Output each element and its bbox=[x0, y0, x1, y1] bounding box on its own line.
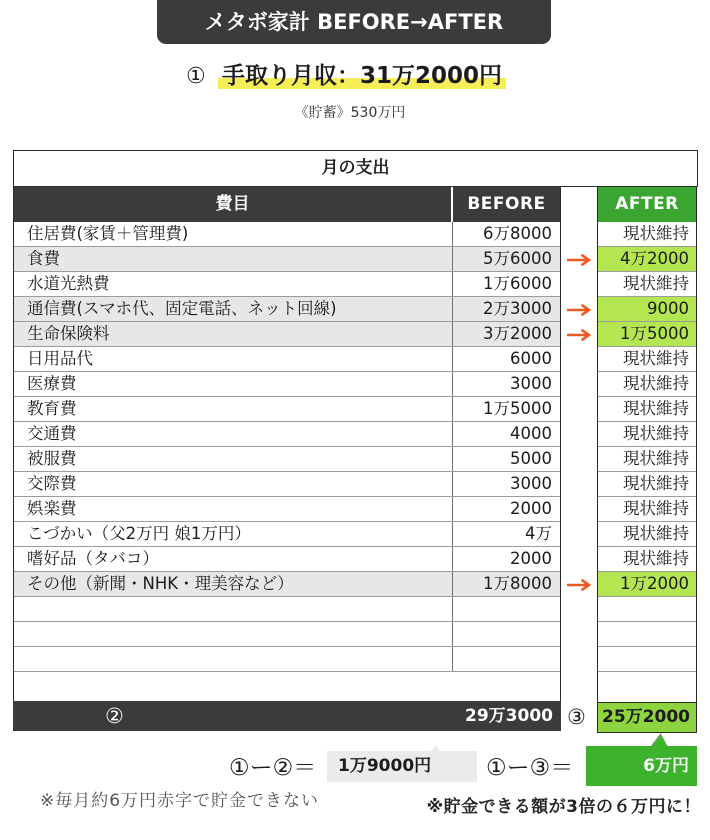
expense-row bbox=[14, 522, 560, 547]
before-amount-cell: 1万5000 bbox=[483, 399, 552, 418]
after-row bbox=[598, 372, 696, 397]
expense-row bbox=[14, 222, 560, 247]
total-after-marker: ③ bbox=[567, 705, 586, 729]
column-header-before: BEFORE bbox=[453, 187, 560, 222]
expense-row bbox=[14, 447, 560, 472]
after-row bbox=[598, 397, 696, 422]
result-before-box bbox=[327, 751, 477, 782]
expense-row bbox=[14, 247, 560, 272]
expense-item-cell: 娯楽費 bbox=[14, 497, 453, 521]
empty-row bbox=[14, 647, 560, 672]
empty-after-row bbox=[598, 622, 696, 647]
after-amount-cell: 現状維持 bbox=[623, 349, 689, 368]
arrow-slot bbox=[561, 272, 597, 297]
title-banner bbox=[157, 0, 551, 44]
income-marker: ① bbox=[186, 64, 206, 89]
arrow-slot bbox=[561, 247, 597, 272]
expense-item-cell: 住居費(家賃＋管理費) bbox=[14, 222, 453, 246]
before-amount-cell: 2万3000 bbox=[483, 299, 552, 318]
after-amount-cell: 現状維持 bbox=[623, 524, 689, 543]
page-title: メタボ家計 BEFORE→AFTER bbox=[204, 10, 504, 34]
empty-before-cell bbox=[453, 622, 560, 646]
arrow-slot bbox=[561, 347, 597, 372]
after-row bbox=[598, 447, 696, 472]
expense-item-cell: 医療費 bbox=[14, 372, 453, 396]
monthly-income: 手取り月収：31万2000円 bbox=[218, 60, 506, 92]
empty-row bbox=[14, 597, 560, 622]
after-amount-cell: 現状維持 bbox=[623, 399, 689, 418]
column-header-item: 費目 bbox=[14, 187, 453, 222]
expense-item-cell: 食費 bbox=[14, 247, 453, 271]
arrow-slot bbox=[561, 522, 597, 547]
table-header-row bbox=[14, 187, 560, 222]
before-amount-cell: 1万8000 bbox=[483, 574, 552, 593]
after-row bbox=[598, 222, 696, 247]
after-amount-cell: 現状維持 bbox=[623, 374, 689, 393]
after-row bbox=[598, 497, 696, 522]
before-amount-cell: 3000 bbox=[510, 474, 552, 493]
before-amount-cell: 1万6000 bbox=[483, 274, 552, 293]
expense-row bbox=[14, 322, 560, 347]
empty-item-cell bbox=[14, 622, 453, 646]
expense-table-after bbox=[597, 187, 697, 702]
after-row bbox=[598, 572, 696, 597]
result-after-box bbox=[586, 746, 697, 786]
before-amount-cell: 5万6000 bbox=[483, 249, 552, 268]
arrow-slot bbox=[561, 472, 597, 497]
expense-row bbox=[14, 547, 560, 572]
expense-item-cell: こづかい（父2万円 娘1万円） bbox=[14, 522, 453, 546]
before-amount-cell: 3万2000 bbox=[483, 324, 552, 343]
after-amount-cell: 現状維持 bbox=[623, 499, 689, 518]
arrow-slot bbox=[561, 372, 597, 397]
after-row bbox=[598, 322, 696, 347]
column-header-after: AFTER bbox=[598, 187, 696, 222]
arrow-right-icon bbox=[566, 328, 592, 342]
expense-table-before bbox=[13, 187, 561, 701]
expense-row bbox=[14, 297, 560, 322]
before-amount-cell: 2000 bbox=[510, 549, 552, 568]
arrow-slot bbox=[561, 572, 597, 597]
before-amount-cell: 4万 bbox=[525, 524, 552, 543]
after-row bbox=[598, 347, 696, 372]
expense-item-cell: 生命保険料 bbox=[14, 322, 453, 346]
before-amount-cell: 4000 bbox=[510, 424, 552, 443]
after-amount-cell: 4万2000 bbox=[620, 249, 689, 268]
callout-tail bbox=[646, 733, 672, 747]
after-amount-cell: 現状維持 bbox=[623, 449, 689, 468]
after-amount-cell: 現状維持 bbox=[623, 549, 689, 568]
after-amount-cell: 現状維持 bbox=[623, 274, 689, 293]
arrow-slot bbox=[561, 297, 597, 322]
after-blank-area bbox=[598, 672, 696, 702]
arrow-slot bbox=[561, 222, 597, 247]
expense-item-cell: その他（新聞・NHK・理美容など） bbox=[14, 572, 453, 596]
arrow-slot bbox=[561, 447, 597, 472]
after-row bbox=[598, 247, 696, 272]
expense-rows bbox=[14, 222, 560, 597]
after-amount-cell: 9000 bbox=[647, 299, 689, 318]
after-row bbox=[598, 297, 696, 322]
arrow-right-icon bbox=[566, 578, 592, 592]
result-after-value: 6万円 bbox=[643, 756, 689, 776]
before-amount-cell: 6000 bbox=[510, 349, 552, 368]
expense-item-cell: 交際費 bbox=[14, 472, 453, 496]
expense-item-cell: 日用品代 bbox=[14, 347, 453, 371]
before-amount-cell: 3000 bbox=[510, 374, 552, 393]
expense-item-cell: 通信費(スマホ代、固定電話、ネット回線) bbox=[14, 297, 453, 321]
after-amount-cell: 現状維持 bbox=[623, 424, 689, 443]
expense-row bbox=[14, 422, 560, 447]
expense-row bbox=[14, 372, 560, 397]
expense-row bbox=[14, 497, 560, 522]
total-row-before bbox=[13, 701, 561, 731]
before-amount-cell: 2000 bbox=[510, 499, 552, 518]
after-rows bbox=[598, 222, 696, 597]
empty-item-cell bbox=[14, 597, 453, 621]
expense-item-cell: 被服費 bbox=[14, 447, 453, 471]
after-row bbox=[598, 547, 696, 572]
expense-row bbox=[14, 397, 560, 422]
table-caption: 月の支出 bbox=[13, 150, 698, 187]
empty-before-cell bbox=[453, 597, 560, 621]
arrow-slot bbox=[561, 547, 597, 572]
empty-after-row bbox=[598, 597, 696, 622]
expense-item-cell: 教育費 bbox=[14, 397, 453, 421]
total-before-marker: ② bbox=[105, 704, 124, 728]
after-amount-cell: 現状維持 bbox=[623, 474, 689, 493]
savings-amount: 《貯蓄》530万円 bbox=[294, 105, 406, 121]
before-amount-cell: 5000 bbox=[510, 449, 552, 468]
after-row bbox=[598, 272, 696, 297]
expense-item-cell: 水道光熱費 bbox=[14, 272, 453, 296]
empty-before-cell bbox=[453, 647, 560, 671]
result-before-value: 1万9000円 bbox=[338, 756, 432, 776]
arrow-slot bbox=[561, 497, 597, 522]
arrow-slot bbox=[561, 422, 597, 447]
arrow-slot bbox=[561, 322, 597, 347]
change-arrow-column bbox=[561, 222, 597, 597]
expense-row bbox=[14, 472, 560, 497]
before-amount-cell: 6万8000 bbox=[483, 224, 552, 243]
after-row bbox=[598, 522, 696, 547]
after-row bbox=[598, 422, 696, 447]
empty-after-row bbox=[598, 647, 696, 672]
empty-item-cell bbox=[14, 647, 453, 671]
total-after-value: 25万2000 bbox=[602, 707, 690, 727]
note-after: ※貯金できる額が3倍の６万円に！ bbox=[426, 797, 701, 817]
arrow-right-icon bbox=[566, 303, 592, 317]
after-row bbox=[598, 472, 696, 497]
total-before-value: 29万3000 bbox=[465, 706, 553, 726]
total-after-cell bbox=[597, 702, 697, 733]
expense-row bbox=[14, 347, 560, 372]
arrow-right-icon bbox=[566, 253, 592, 267]
after-amount-cell: 現状維持 bbox=[623, 224, 689, 243]
arrow-slot bbox=[561, 397, 597, 422]
formula-before: ①ー②＝ bbox=[229, 755, 317, 781]
expense-row bbox=[14, 572, 560, 597]
table-blank-area bbox=[14, 672, 560, 701]
note-before: ※毎月約6万円赤字で貯金できない bbox=[40, 791, 320, 811]
after-amount-cell: 1万5000 bbox=[620, 324, 689, 343]
expense-row bbox=[14, 272, 560, 297]
expense-item-cell: 嗜好品（タバコ） bbox=[14, 547, 453, 571]
after-amount-cell: 1万2000 bbox=[620, 574, 689, 593]
empty-row bbox=[14, 622, 560, 647]
formula-after: ①ー③＝ bbox=[486, 755, 574, 781]
expense-item-cell: 交通費 bbox=[14, 422, 453, 446]
